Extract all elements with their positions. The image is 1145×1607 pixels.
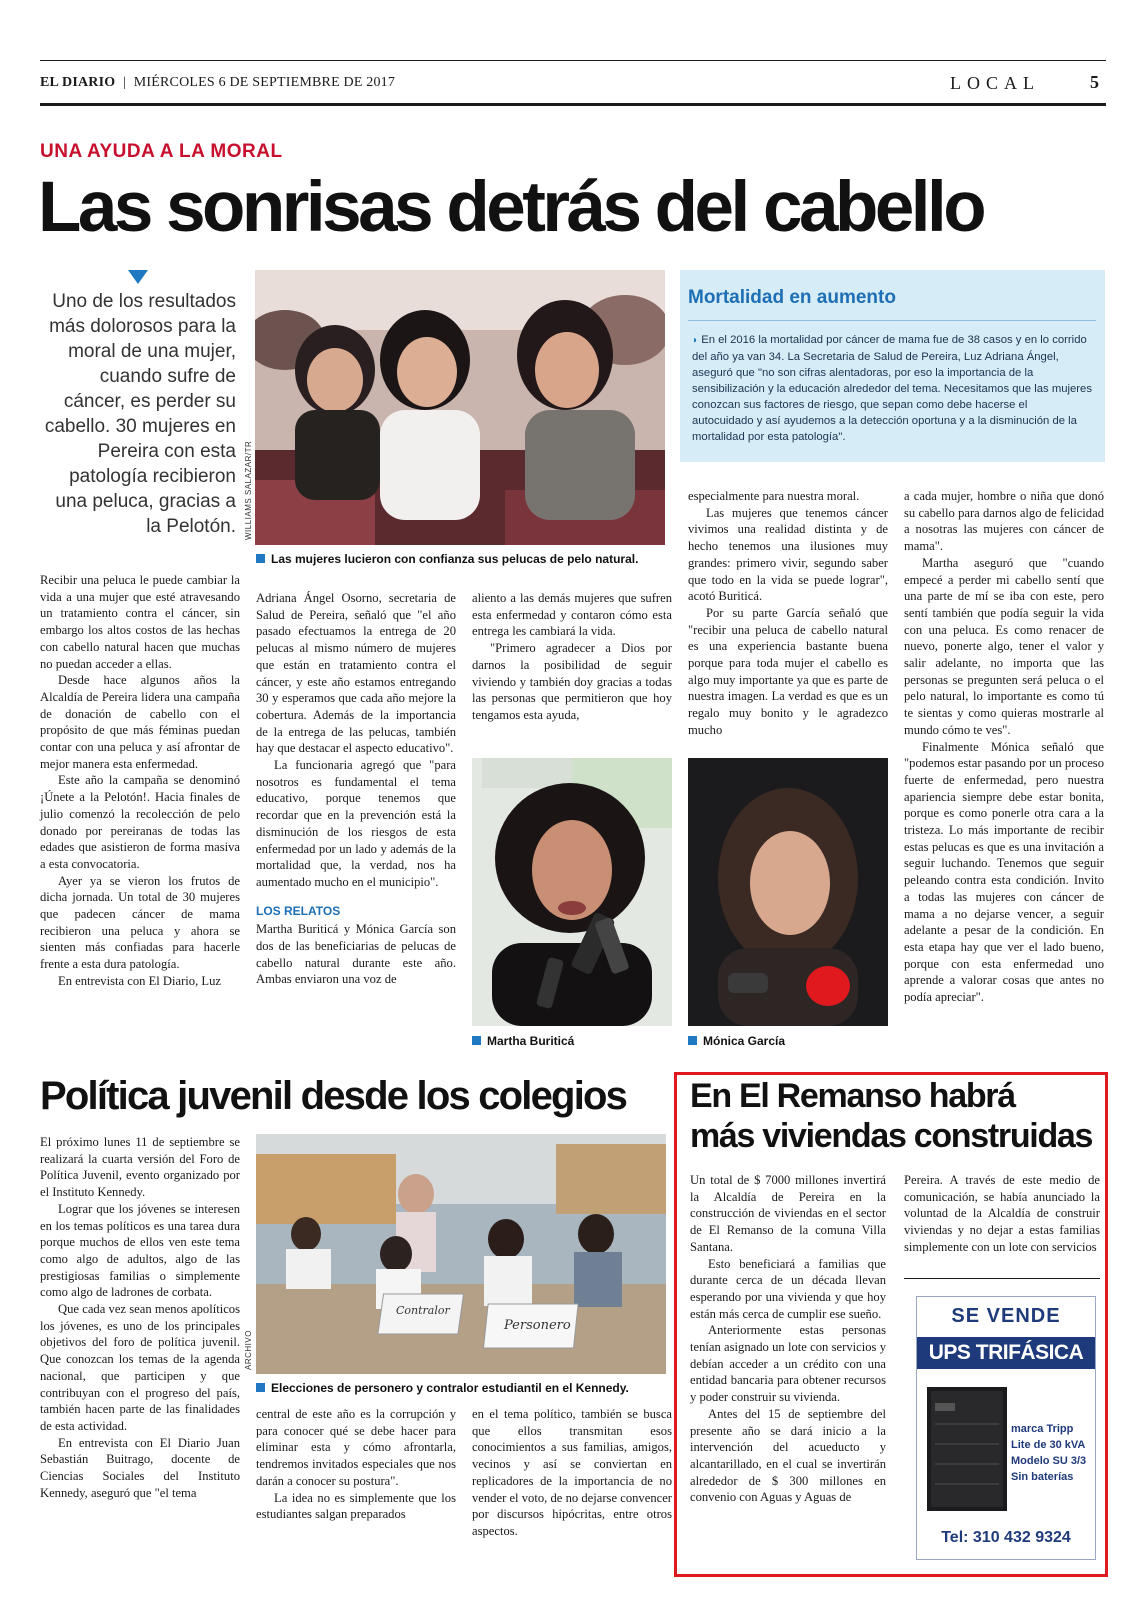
caption-main-photo [256, 552, 638, 566]
paragraph: Martha Buriticá y Mónica García son dos de las beneficiarias de pelucas de cabello natural durante este año. Ambas enviaron una voz de [256, 922, 456, 987]
caption-text: Martha Buriticá [487, 1034, 575, 1048]
paragraph: "Primero agradecer a Dios por darnos la posibilidad de seguir viviendo y también doy gracias a todas las personas que permitieron que hoy tengamos esta ayuda, [472, 641, 672, 722]
paragraph: Ayer ya se vieron los frutos de dicha jornada. Un total de 30 mujeres que padecen cáncer de mama recibieron una peluca y ahora se sienten más confiadas para hacerle frente a esta dura patología. [40, 873, 240, 972]
sidebar-title: Mortalidad en aumento [688, 287, 896, 308]
headline-line: más viviendas construidas [690, 1117, 1093, 1155]
paragraph: Anteriormente estas personas tenían asignado un lote con servicios y debían acceder a un crédito con una entidad bancaria para obtener recursos y poder construir su vivienda. [690, 1323, 886, 1405]
caption-text: Elecciones de personero y contralor estudiantil en el Kennedy. [271, 1381, 629, 1395]
ad-specs [1011, 1421, 1086, 1485]
caption-square-icon [688, 1036, 697, 1045]
headline-remanso [690, 1076, 1092, 1156]
paragraph: Que cada vez sean menos apolíticos los jóvenes, es uno de los principales objetivos del foro de política juvenil. Que conozcan los temas de la agenda nacional, que participen y que contribuyan con el progreso del país, también hacen parte de las finalidades de esta actividad. [40, 1302, 240, 1433]
kicker: UNA AYUDA A LA MORAL [40, 141, 283, 162]
paragraph: especialmente para nuestra moral. [688, 489, 860, 503]
ad-spec: Lite de 30 kVA [1011, 1439, 1086, 1451]
caption-monica [688, 1034, 785, 1048]
article2-column-1 [40, 1134, 240, 1501]
article1-column-4 [688, 488, 888, 739]
lead-paragraph: Uno de los resultados más dolorosos para la moral de una mujer, cuando sufre de cáncer, es perder su cabello. 30 mujeres en Pereira con esta patología recibieron una peluca, gracias a la Pelotón. [44, 291, 236, 537]
header-separator: | [123, 75, 127, 90]
paragraph: La idea no es simplemente que los estudiantes salgan preparados [256, 1490, 456, 1522]
paragraph: Antes del 15 de septiembre del presente año se dará inicio a la intervención del acueducto y alcantarillado, en el cual se invertirán alrededor de $ 300 millones en convenio con Aguas y Aguas de [690, 1406, 886, 1505]
article3-column-2 [904, 1172, 1100, 1256]
paper-name: EL DIARIO [40, 75, 116, 90]
photo-monica-garcia [688, 758, 888, 1026]
masthead [40, 75, 395, 91]
paragraph: central de este año es la corrupción y para conocer qué se debe hacer para eliminar esta y cómo afrontarla, tendremos invitados especiales que nos darán a conocer su postura". [256, 1407, 456, 1488]
article1-column-3 [472, 590, 672, 724]
paragraph: En entrevista con El Diario, Luz [58, 973, 221, 988]
caption-square-icon [256, 554, 265, 563]
photo-classroom-elections [256, 1134, 666, 1374]
article1-column-5 [904, 488, 1104, 1006]
paragraph: Un total de $ 7000 millones invertirá la Alcaldía de Pereira en la construcción de viviendas en el sector de El Remanso de la comuna Villa Santana. [690, 1173, 886, 1254]
paragraph: Lograr que los jóvenes se interesen en los temas políticos es una tarea dura porque muchos de ellos ven este tema como algo de adultos, algo de las prestigiosas familias o simplemente como algo de ladrones de corbata. [40, 1201, 240, 1300]
paragraph: Las mujeres que tenemos cáncer vivimos una realidad distinta y de hecho tenemos una ilusiones muy grandes: primero vivir, segundo saber que todo en la vida se puede lograr", acotó Buriticá. [688, 505, 888, 604]
sign-contralor: Contralor [396, 1304, 450, 1317]
ups-cabinet-icon [925, 1383, 1015, 1513]
sidebar-text [692, 332, 1092, 445]
paragraph: Este año la campaña se denominó ¡Únete a la Pelotón!. Hacia finales de julio comenzó la recolección de pelo donado por pereiranas de todas las edades que asistieron de forma masiva a esta convocatoria. [40, 773, 240, 871]
headline-line: En El Remanso habrá [690, 1077, 1015, 1115]
ad-spec: Modelo SU 3/3 [1011, 1455, 1087, 1467]
ad-line-se-vende: SE VENDE [951, 1305, 1061, 1327]
triangle-marker-icon [128, 270, 148, 284]
article1-column-2 [256, 590, 456, 988]
paragraph: Esto beneficiará a familias que durante cerca de un década llevan esperando por una vivienda y que hoy están más cerca de cumplir ese sueño. [690, 1256, 886, 1321]
paragraph: en el tema político, también se busca que ellos transmitan esos conocimientos a sus familias, amigos, vecinos y así se conviertan en replicadores de la importancia de no vender el voto, de no dejarse convencer por discursos hipócritas, entre otros aspectos. [472, 1407, 672, 1538]
ad-line-ups [917, 1337, 1095, 1369]
issue-date: MIÉRCOLES 6 DE SEPTIEMBRE DE 2017 [133, 75, 396, 90]
caption-classroom [256, 1381, 629, 1395]
sign-personero: Personero [504, 1318, 571, 1333]
photo-credit-classroom: ARCHIVO [244, 1330, 253, 1370]
paragraph: aliento a las demás mujeres que sufren esta enfermedad y contaron cómo esta entrega les cambiará la vida. [472, 591, 672, 639]
sidebar-box [680, 270, 1105, 462]
ad-spec: marca Tripp [1011, 1423, 1074, 1435]
paragraph: En entrevista con El Diario Juan Sebastián Buitrago, docente de Ciencias Sociales del Instituto Kennedy, aseguró que "el tema [40, 1435, 240, 1500]
paragraph: Recibir una peluca le puede cambiar la vida a una mujer que esté atravesando un tratamiento contra el cáncer, sin embargo los altos costos de las hechas con cabello natural hacen que muchas no puedan acceder a ellas. [40, 573, 240, 671]
paragraph: Pereira. A través de este medio de comunicación, se había anunciado la voluntad de la Alcaldía de construir viviendas y no dejar a estas familias simplemente con un lote con servicios [904, 1173, 1100, 1254]
article1-column-1 [40, 572, 240, 990]
caption-text: Las mujeres lucieron con confianza sus pelucas de pelo natural. [271, 552, 639, 566]
caption-martha [472, 1034, 574, 1048]
caption-text: Mónica García [703, 1034, 786, 1048]
ad-ups-text: UPS TRIFÁSICA [928, 1341, 1084, 1364]
subhead-relatos: LOS RELATOS [256, 903, 341, 918]
paragraph: Adriana Ángel Osorno, secretaria de Salud de Pereira, señaló que "el año pasado efectuamos la entrega de 20 pelucas al mismo número de mujeres que están en tratamiento contra el cáncer, y este año estamos entregando 30 y esperamos que cada año mejore la cobertura. Además de la importancia de la entrega de las pelucas, también hay que destacar el aspecto educativo". [256, 591, 456, 756]
ad-phone: Tel: 310 432 9324 [941, 1529, 1071, 1546]
section-name: LOCAL [950, 73, 1040, 93]
paragraph: El próximo lunes 11 de septiembre se realizará la cuarta versión del Foro de Política Juvenil, evento organizado por el Instituto Kennedy. [40, 1135, 240, 1200]
photo-martha-buritica [472, 758, 672, 1026]
headline-politica-juvenil: Política juvenil desde los colegios [40, 1074, 627, 1118]
photo-women-audience [255, 270, 665, 545]
article3-column-1 [690, 1172, 886, 1506]
article2-column-3 [472, 1406, 672, 1540]
sidebar-paragraph: En el 2016 la mortalidad por cáncer de mama fue de 38 casos y en lo corrido del año ya van 34. La Secretaria de Salud de Pereira, Luz Adriana Ángel, aseguró que "no son cifras alentadoras, por eso la importancia de la sensibilización y la educación alrededor del tema. Necesitamos que las mujeres conozcan sus factores de riesgo, que sepan como debe hacerse el autocuidado y así ayudemos a la detección oportuna y a la disminución de la mortalidad por esta patología". [692, 334, 1092, 443]
paragraph: Por su parte García señaló que "recibir una peluca de cabello natural es una experiencia bastante buena porque para toda mujer el cabello es algo muy importante ya que es parte de nuestra imagen. La verdad es que es un regalo muy bonito y le agradezco mucho [688, 605, 888, 737]
photo-credit-main: WILLIAMS SALAZAR/TR [244, 440, 253, 540]
paragraph: Martha aseguró que "cuando empecé a perder mi cabello sentí que una parte de mí se iba con este, pero sentí también que podía seguir la vida con una peluca. Es como renacer de nuevo, ponerte algo, tener el valor y salir adelante, no importa que las personas se pregunten será peluca o el pelo natural, lo importante es como tú te sientas y como quieras mostrarle al mundo cómo te ves". [904, 555, 1104, 737]
page-number: 5 [1090, 72, 1099, 92]
paragraph: Finalmente Mónica señaló que "podemos estar pasando por un proceso fuerte de enfermedad, pero nuestra apariencia siempre debe estar bonita, porque es como ponerle otra cara a la tristeza. Lo más importante de recibir estas pelucas es que es una invitación a seguir luchando. Tenemos que seguir peleando contra esta condición. Invito a todas las mujeres con cáncer de mama a no dejarse vencer, a seguir adelante a pesar de la condición. En esta etapa hay que ver el lado bueno, porque con esta enfermedad uno aprende a valorar cosas que antes no podía apreciar". [904, 739, 1104, 1005]
article2-column-2 [256, 1406, 456, 1523]
headline-main: Las sonrisas detrás del cabello [38, 168, 984, 247]
paragraph: La funcionaria agregó que "para nosotros es fundamental el tema educativo, porque tenemos que recordar que en la prevención está la disminución de los riesgos de esta enfermedad por un lado y además de la mortalidad que, la verdad, nos ha aumentado mucho en el municipio". [256, 758, 456, 889]
ad-ups-box [916, 1296, 1096, 1560]
bullet-arrow-icon: ◗ [692, 335, 699, 346]
caption-square-icon [472, 1036, 481, 1045]
paragraph: Desde hace algunos años la Alcaldía de Pereira lidera una campaña de donación de cabello con el propósito de que más féminas puedan contar con una peluca y así afrontar de mejor manera esta enfermedad. [40, 673, 240, 771]
paragraph: a cada mujer, hombre o niña que donó su cabello para darnos algo de felicidad a nosotras las mujeres con cáncer de mama". [904, 489, 1104, 554]
ad-spec: Sin baterías [1011, 1471, 1074, 1483]
caption-square-icon [256, 1383, 265, 1392]
